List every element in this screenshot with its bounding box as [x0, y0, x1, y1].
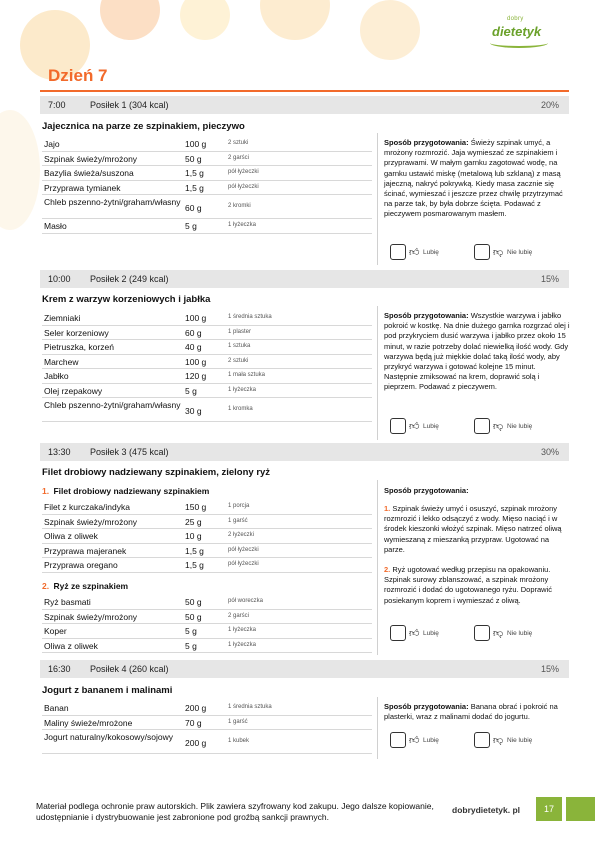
subrecipe-number: 2. [42, 581, 50, 591]
subrecipe-title [42, 486, 209, 496]
ingredient-measure: pół łyżeczki [228, 183, 259, 190]
ingredient-row [42, 595, 372, 610]
ingredient-measure: 1 plaster [228, 328, 252, 335]
ingredient-amount: 5 g [185, 640, 197, 651]
ingredient-measure: 2 garści [228, 612, 250, 619]
like-label: Lubię [423, 423, 439, 430]
ingredient-name: Przyprawa oregano [44, 560, 118, 570]
thumbs-down-icon: 👎︎ [493, 247, 504, 258]
dislike-label: Nie lubię [507, 737, 533, 744]
ingredient-amount: 100 g [185, 139, 207, 149]
ingredient-name: Ziemniaki [44, 313, 81, 323]
ingredients-table [42, 701, 372, 754]
ingredient-measure: pół woreczka [228, 598, 264, 604]
ingredient-measure: 1 mała sztuka [228, 372, 266, 378]
ingredient-measure: 1 średnia sztuka [228, 704, 272, 710]
ingredient-measure: 2 sztuki [228, 140, 249, 146]
meal-time: 10:00 [48, 274, 71, 284]
like-checkbox[interactable] [390, 418, 406, 434]
like-label: Lubię [423, 737, 439, 744]
ingredient-measure: 2 sztuki [228, 357, 249, 364]
ingredient-measure: 1 porcja [228, 503, 250, 509]
column-divider [377, 306, 378, 440]
step-text: Szpinak świeży umyć i osuszyć, szpinak mrożony rozmrozić i lekko odsączyć z wody. Mięso naciąć i w środek kieszonki włożyć szpinak. Mięso natrzeć oliwą wymieszaną z mieszanką przypraw. Ugotować na parze. [384, 504, 562, 554]
ingredient-measure: 1 łyżeczka [228, 627, 257, 633]
ingredient-name: Ryż basmati [44, 597, 91, 607]
ingredient-measure: 1 kubek [228, 738, 250, 744]
ingredient-row [42, 624, 372, 639]
dish-title: Jajecznica na parze ze szpinakiem, pieczywo [42, 121, 245, 132]
ingredient-name: Chleb pszenno-żytni/graham/własny [44, 400, 181, 410]
ingredient-row [42, 515, 372, 530]
ingredients-table [42, 595, 372, 653]
ingredient-name: Maliny świeże/mrożone [44, 717, 133, 728]
preparation-body: Banana obrać i pokroić na plasterki, wraz z malinami dodać do jogurtu. [384, 702, 558, 722]
ingredient-amount: 200 g [185, 703, 207, 713]
ingredients-table [42, 500, 372, 573]
subrecipe-name: Filet drobiowy nadziewany szpinakiem [53, 486, 210, 496]
ingredient-name: Szpinak świeży/mrożony [44, 516, 138, 527]
meal-percent: 20% [540, 100, 559, 110]
thumbs-down-icon: 👎︎ [493, 735, 504, 746]
thumbs-up-icon: 👍︎ [409, 735, 420, 746]
thumbs-down-icon: 👎︎ [493, 628, 504, 639]
ingredient-measure: 1 garść [228, 718, 248, 725]
preparation-text [384, 486, 570, 496]
ingredient-name: Pietruszka, korzeń [44, 342, 114, 352]
dislike-checkbox[interactable] [474, 244, 490, 260]
meal-name: Posiłek 2 (249 kcal) [90, 274, 169, 284]
ingredient-name: Bazylia świeża/suszona [44, 168, 134, 178]
background-fruit-image [0, 110, 40, 230]
dislike-label: Nie lubię [507, 630, 533, 637]
ingredient-row [42, 610, 372, 625]
logo-main-text: dietetyk [492, 24, 542, 39]
background-fruit-image [100, 0, 160, 40]
footer-website-link[interactable]: dobrydietetyk. pl [452, 805, 521, 815]
preparation-label: Sposób przygotowania: [384, 702, 469, 711]
meal-header [40, 96, 569, 114]
thumbs-down-icon: 👎︎ [493, 421, 504, 432]
meal-percent: 15% [540, 664, 559, 674]
ingredient-amount: 30 g [185, 406, 202, 416]
column-divider [377, 133, 378, 265]
logo-small-text: dobry [507, 16, 524, 22]
thumbs-up-icon: 👍︎ [409, 247, 420, 258]
preparation-text [384, 138, 570, 220]
meal-header [40, 443, 569, 461]
ingredient-amount: 1,5 g [185, 168, 204, 178]
like-checkbox[interactable] [390, 625, 406, 641]
meal-name: Posiłek 1 (304 kcal) [90, 100, 169, 110]
ingredient-measure: 1 średnia sztuka [228, 314, 272, 320]
dislike-label: Nie lubię [507, 249, 533, 256]
ingredient-measure: pół łyżeczki [228, 169, 259, 175]
meal-name: Posiłek 4 (260 kcal) [90, 664, 169, 674]
ingredient-amount: 10 g [185, 531, 202, 541]
background-fruit-image [360, 0, 420, 60]
ingredient-measure: 1 sztuka [228, 343, 251, 349]
ingredient-row [42, 384, 372, 399]
like-checkbox[interactable] [390, 244, 406, 260]
ingredients-table [42, 137, 372, 234]
preparation-text [384, 702, 570, 722]
dislike-label: Nie lubię [507, 423, 533, 430]
ingredient-amount: 5 g [185, 385, 197, 396]
ingredient-row [42, 137, 372, 152]
ingredient-amount: 40 g [185, 342, 202, 352]
like-label: Lubię [423, 630, 439, 637]
subrecipe-number: 1. [42, 486, 50, 496]
meal-name: Posiłek 3 (475 kcal) [90, 447, 169, 457]
ingredient-measure: 2 kromki [228, 203, 251, 209]
ingredient-row [42, 701, 372, 716]
ingredient-measure: 2 łyżeczki [228, 532, 255, 538]
ingredient-row [42, 181, 372, 196]
thumbs-up-icon: 👍︎ [409, 628, 420, 639]
dislike-checkbox[interactable] [474, 732, 490, 748]
ingredient-name: Seler korzeniowy [44, 327, 109, 338]
ingredient-row [42, 219, 372, 234]
ingredient-name: Marchew [44, 356, 79, 367]
ingredient-amount: 50 g [185, 611, 202, 622]
background-fruit-image [260, 0, 330, 40]
preparation-label: Sposób przygotowania: [384, 138, 469, 147]
ingredient-name: Jajo [44, 139, 60, 149]
ingredient-row [42, 398, 372, 422]
ingredient-amount: 5 g [185, 626, 197, 636]
brand-logo [490, 14, 552, 50]
ingredient-name: Jogurt naturalny/kokosowy/sojowy [44, 732, 173, 742]
background-fruit-image [180, 0, 230, 40]
ingredient-amount: 120 g [185, 371, 207, 381]
meal-time: 16:30 [48, 664, 71, 674]
ingredient-row [42, 311, 372, 326]
ingredient-row [42, 500, 372, 515]
ingredient-name: Koper [44, 626, 67, 636]
ingredient-measure: pół łyżeczki [228, 561, 259, 567]
ingredient-measure: 1 łyżeczka [228, 641, 257, 648]
ingredient-row [42, 544, 372, 559]
ingredient-row [42, 340, 372, 355]
ingredient-name: Jabłko [44, 371, 69, 381]
subrecipe-title [42, 581, 128, 591]
ingredient-row [42, 529, 372, 544]
ingredient-amount: 60 g [185, 327, 202, 338]
meal-percent: 15% [540, 274, 559, 284]
ingredient-name: Banan [44, 703, 69, 713]
ingredient-row [42, 716, 372, 731]
step-number: 2. [384, 565, 391, 574]
step-number: 1. [384, 504, 391, 513]
meal-time: 13:30 [48, 447, 71, 457]
meal-header [40, 270, 569, 288]
page-number: 17 [536, 797, 562, 821]
ingredient-measure: 1 łyżeczka [228, 222, 257, 228]
ingredient-name: Przyprawa majeranek [44, 545, 127, 556]
subrecipe-name: Ryż ze szpinakiem [53, 581, 129, 591]
ingredient-name: Szpinak świeży/mrożony [44, 611, 138, 622]
dish-title: Jogurt z bananem i malinami [42, 685, 173, 696]
ingredient-amount: 200 g [185, 738, 207, 748]
ingredient-row [42, 326, 372, 341]
ingredient-name: Filet z kurczaka/indyka [44, 502, 130, 512]
logo-swoosh [490, 38, 548, 48]
ingredient-row [42, 730, 372, 754]
ingredient-row [42, 639, 372, 654]
ingredient-measure: 1 łyżeczka [228, 386, 257, 393]
preparation-body: Świeży szpinak umyć, a mrożony rozmrozić. Jaja wymieszać ze szpinakiem i przyprawami. W małym garnku zagotować wodę, na garnku ustawić miskę (metalową lub szklaną) z masą jajeczną, nakryć pokrywką. Kiedy masa zacznie się ścinać, wymieszać i jeszcze przez chwilę przytrzymać na parze tak, by była dobrze ścięta. Podawać z pieczywem posmarowanym masłem. [384, 138, 563, 219]
ingredient-measure: 2 garści [228, 154, 250, 161]
ingredient-amount: 100 g [185, 356, 207, 367]
column-divider [377, 697, 378, 759]
preparation-text [384, 311, 570, 393]
footer-accent-block [566, 797, 595, 821]
ingredient-amount: 25 g [185, 516, 202, 527]
preparation-label: Sposób przygotowania: [384, 311, 469, 320]
ingredient-name: Oliwa z oliwek [44, 640, 98, 651]
ingredient-row [42, 166, 372, 181]
preparation-body: Wszystkie warzywa i jabłko pokroić w kostkę. Na dnie dużego garnka rozgrzać olej i pod przykryciem dusić warzywa i jabłko przez około 15 minut, w razie potrzeby dolać niewielką ilość wody. Gdy warzywa będą już miękkie dolać taką ilość wody, aby przykryć warzywa i gotować kolejne 15 minut. Następnie zmiksować na krem, doprawić solą i pieprzem. Podawać z pieczywem. [384, 311, 570, 392]
dislike-checkbox[interactable] [474, 418, 490, 434]
ingredient-row [42, 355, 372, 370]
ingredient-measure: 1 garść [228, 517, 248, 524]
day-title: Dzień 7 [48, 66, 108, 85]
ingredient-row [42, 558, 372, 573]
ingredient-amount: 50 g [185, 597, 202, 607]
dislike-checkbox[interactable] [474, 625, 490, 641]
like-label: Lubię [423, 249, 439, 256]
meal-header [40, 660, 569, 678]
ingredient-name: Chleb pszenno-żytni/graham/własny [44, 197, 181, 207]
thumbs-up-icon: 👍︎ [409, 421, 420, 432]
ingredient-name: Olej rzepakowy [44, 385, 103, 396]
preparation-step [384, 565, 570, 606]
copyright-notice: Materiał podlega ochronie praw autorskich. Plik zawiera szyfrowany kod zakupu. Jego dalsze kopiowanie, udostępnianie i dystrybuowanie jest zabronione pod groźbą sankcji prawnych. [36, 801, 434, 822]
ingredient-name: Przyprawa tymianek [44, 182, 121, 193]
meal-percent: 30% [540, 447, 559, 457]
ingredient-name: Oliwa z oliwek [44, 531, 98, 541]
ingredient-row [42, 369, 372, 384]
step-text: Ryż ugotować według przepisu na opakowaniu. Szpinak surowy zblanszować, a szpinak mrożony rozmrozić i dodać do ugotowanego ryżu. Doprawić posiekanym koprem i wymieszać z oliwą. [384, 565, 552, 605]
ingredient-amount: 100 g [185, 313, 207, 323]
title-divider [40, 90, 569, 92]
ingredient-amount: 150 g [185, 502, 207, 512]
column-divider [377, 480, 378, 655]
ingredient-name: Szpinak świeży/mrożony [44, 153, 138, 164]
ingredient-amount: 70 g [185, 717, 202, 728]
ingredient-row [42, 195, 372, 219]
ingredient-name: Masło [44, 221, 67, 231]
ingredient-measure: 1 kromka [228, 406, 253, 412]
preparation-step [384, 504, 570, 555]
ingredient-amount: 5 g [185, 221, 197, 231]
dish-title: Krem z warzyw korzeniowych i jabłka [42, 294, 211, 305]
ingredient-measure: pół łyżeczki [228, 546, 259, 553]
ingredient-amount: 60 g [185, 203, 202, 213]
like-checkbox[interactable] [390, 732, 406, 748]
ingredient-row [42, 152, 372, 167]
ingredient-amount: 1,5 g [185, 545, 204, 556]
ingredient-amount: 1,5 g [185, 560, 204, 570]
ingredient-amount: 1,5 g [185, 182, 204, 193]
ingredient-amount: 50 g [185, 153, 202, 164]
meal-time: 7:00 [48, 100, 66, 110]
preparation-label: Sposób przygotowania: [384, 486, 469, 495]
dish-title: Filet drobiowy nadziewany szpinakiem, zielony ryż [42, 467, 271, 478]
ingredients-table [42, 311, 372, 422]
